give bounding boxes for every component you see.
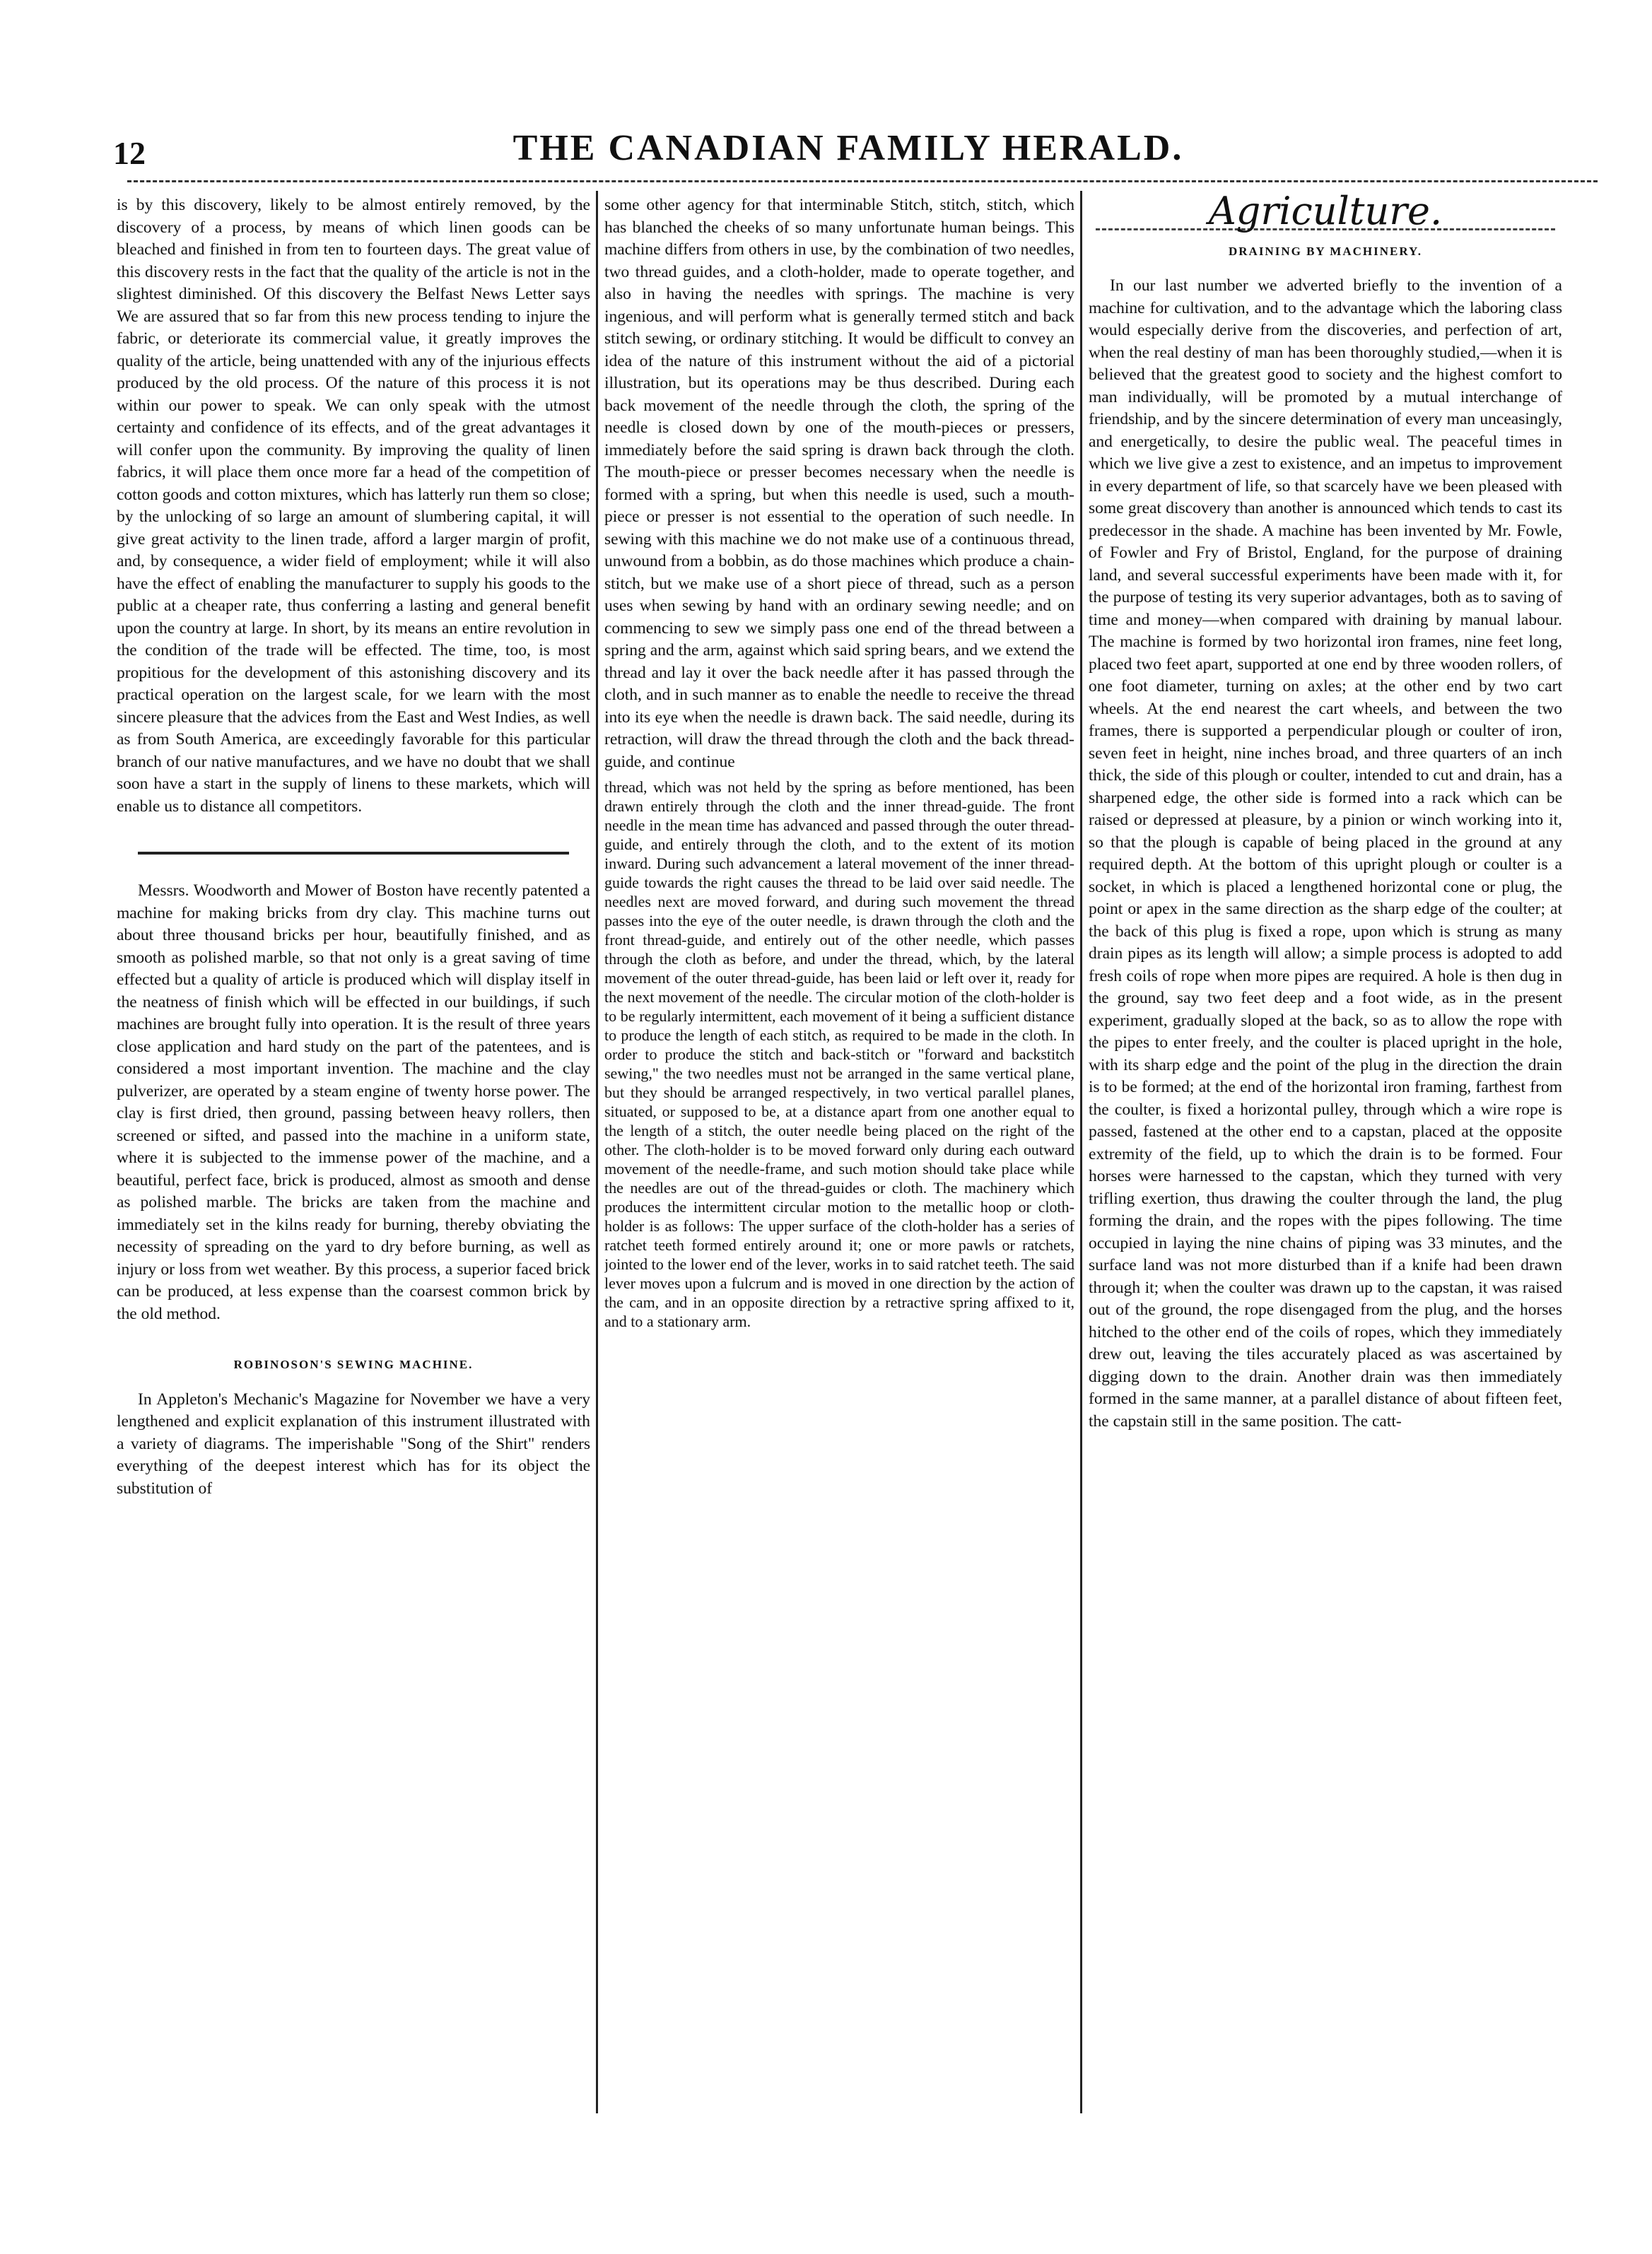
page-number: 12: [113, 135, 146, 171]
sewing-continued-lower: thread, which was not held by the spring as before mentioned, has been drawn entirely through the cloth and the inner thread-guide. The front needle in the mean time has advanced and passed through the outer thread-guide, and entirely through the cloth, and to the extent of its motion inward. During such advancement a lateral movement of the inner thread-guide towards the right causes the thread to be laid over said needle. The needles next are moved forward, and during such movement the thread passes into the eye of the outer needle, is drawn through the cloth and the front thread-guide, and entirely out of the other needle, which passes through the cloth as before, and under the thread, which, by the lateral movement of the outer thread-guide, has been laid or left over it, ready for the next movement of the needle. The circular motion of the cloth-holder is to be regularly intermittent, each movement of it being a sufficient distance to produce the length of each stitch, as required to be made in the cloth. In order to produce the stitch and back-stitch or "forward and backstitch sewing," the two needles must not be arranged in the same vertical plane, but they should be arranged respectively, in two vertical parallel planes, situated, or supposed to be, at a distance apart from one another equal to the length of a stitch, the outer needle being placed on the right of the other. The cloth-holder is to be moved forward only during each outward movement of the needle-frame, and such motion should take place while the needles are out of the thread-guides or cloth. The machinery which produces the intermittent circular motion to the metallic hoop or cloth-holder is as follows: The upper surface of the cloth-holder has a series of ratchet teeth formed entirely around it; one or more pawls or ratchets, jointed to the lower end of the lever, works in to said ratchet teeth. The said lever moves upon a fulcrum and is moved in one direction by the action of the cam, and in an opposite direction by a retractive spring affixed to it, and to a stationary arm.: [604, 778, 1074, 1330]
linen-article: is by this discovery, likely to be almost entirely removed, by the discovery of a process, by means of which linen goods can be bleached and finished in from ten to fourteen days. The great value of this discovery rests in the fact that the quality of the article is not in the slightest diminished. Of this discovery the Belfast News Letter says We are assured that so far from this new process tending to injure the fabric, or deteriorate its commercial value, it greatly improves the quality of the article, being unattended with any of the injurious effects produced by the old process. Of the nature of this process it is not within our power to speak. We can only speak with the utmost certainty and confidence of its effects, and of the great advantages it will confer upon the community. By improving the quality of linen fabrics, it will place them once more far a head of the competition of cotton goods and cotton mixtures, which has latterly run them so close; by the unlocking of so large an amount of slumbering capital, it will give great activity to the linen trade, afford a larger margin of profit, and, by consequence, a wider field of employment; while it will also have the effect of enabling the manufacturer to supply his goods to the public at a cheaper rate, thus conferring a lasting and general benefit upon the country at large. In short, by its means an entire revolution in the condition of the trade will be effected. The time, too, is most propitious for the development of this astonishing discovery and its practical operation on the largest scale, for we learn with the most sincere pleasure that the advices from the East and West Indies, as well as from South America, are exceedingly favorable for this particular branch of our native manufactures, and we have no doubt that we shall soon have a start in the supply of linens to these markets, which will enable us to distance all competitors.: [117, 196, 590, 816]
column-divider: [1080, 191, 1082, 2113]
sewing-continued-upper: some other agency for that interminable Stitch, stitch, stitch, which has blanched the cheeks of so many unfortunate human beings. This machine differs from others in use, by the combination of two needles, two thread guides, and a cloth-holder, made to operate together, and also in having the needles with springs. The machine is very ingenious, and will perform what is generally termed stitch and back stitch sewing, or ordinary stitching. It would be difficult to convey an idea of the nature of this instrument without the aid of a pictorial illustration, but its operations may be thus described. During each back movement of the needle through the cloth, the spring of the needle is closed down by one of the mouth-pieces or pressers, immediately before the said spring is drawn back through the cloth. The mouth-piece or presser becomes necessary when the needle is formed with a spring, but when this needle is used, such a mouth-piece or presser is not essential to the operation of such needle. In sewing with this machine we do not make use of a continuous thread, unwound from a bobbin, as do those machines which produce a chain-stitch, but we make use of a short piece of thread, such as a person uses when sewing by hand with an ordinary sewing needle; and on commencing to sew we simply pass one end of the thread between a spring and the arm, against which said spring bears, and we extend the thread and lay it over the back needle after it has passed through the cloth, and in such manner as to enable the needle to receive the thread into its eye when the needle is drawn back. The said needle, during its retraction, will draw the thread through the cloth and the back thread-guide, and continue: [604, 196, 1074, 771]
running-title: THE CANADIAN FAMILY HERALD.: [512, 128, 1184, 168]
column-3: [1089, 194, 1562, 2117]
section-title: Agriculture.: [1208, 194, 1443, 233]
article-separator: [138, 852, 569, 855]
column-divider: [596, 191, 598, 2113]
header-rule: [127, 180, 1598, 182]
column-1: [117, 194, 590, 2117]
sewing-intro: In Appleton's Mechanic's Magazine for November we have a very lengthened and explicit explanation of this instrument illustrated with a variety of diagrams. The imperishable "Song of the Shirt" renders everything of the deepest interest which has for its object the substitution of: [117, 1390, 590, 1498]
brick-article: Messrs. Woodworth and Mower of Boston have recently patented a machine for making bricks from dry clay. This machine turns out about three thousand bricks per hour, beautifully finished, and as smooth as polished marble, so that not only is a great saving of time effected but a quality of article is produced which will display itself in the neatness of finish which will be effected in our buildings, if such machines are brought fully into operation. It is the result of three years close application and hard study on the part of the patentees, and is considered a most important invention. The machine and the clay pulverizer, are operated by a steam engine of twenty horse power. The clay is first dried, then ground, passing between heavy rollers, then screened or sifted, and passed into the machine in a uniform state, where it is subjected to the immense power of the machine, and a beautiful, perfect face, brick is produced, almost as smooth and dense as polished marble. The bricks are taken from the machine and immediately set in the kilns ready for burning, thereby obviating the necessity of spreading on the yard to dry before burning, as well as injury or loss from wet weather. By this process, a superior faced brick can be produced, at less expense than the coarsest common brick by the old method.: [117, 881, 590, 1323]
column-2: [604, 194, 1074, 2117]
draining-article: In our last number we adverted briefly to the invention of a machine for cultivation, and to the advantage which the laboring class would especially derive from the discoveries, and perfection of art, when the real destiny of man has been thoroughly studied,—when it is believed that the greatest good to society and the highest comfort to man individually, will be promoted by a mutual interchange of friendship, and by the sincere determination of every man unceasingly, and energetically, to desire the public weal. The peaceful times in which we live give a zest to existence, and an impetus to improvement in every department of life, so that scarcely have we been pleased with some great discovery than another is announced which tends to cast its predecessor in the shade. A machine has been invented by Mr. Fowle, of Fowler and Fry of Bristol, England, for the purpose of draining land, and several successful experiments have been made with it, for the purpose of testing its very superior advantages, both as to saving of time and money—when compared with draining by manual labour. The machine is formed by two horizontal iron frames, nine feet long, placed two feet apart, supported at one end by three wooden rollers, of one foot diameter, turning on axles; at the other end by two cart wheels. At the end nearest the cart wheels, and between the two frames, there is supported a perpendicular plough or coulter of iron, seven feet in height, nine inches broad, and three quarters of an inch thick, the side of this plough or coulter, intended to cut and drain, has a sharpened edge, the other side is formed into a rack which can be raised or depressed at pleasure, by a pinion or winch working into it, so that the plough is capable of being placed in the ground at any required depth. At the bottom of this upright plough or coulter is a socket, in which is placed a lengthened horizontal cone or plug, the point or apex in the same direction as the sharp edge of the coulter; at the back of this plug is fixed a rope, upon which is strung as many drain pipes as its length will allow; a simple process is adopted to add fresh coils of rope when more pipes are required. A hole is then dug in the ground, say two feet deep and a foot wide, as in the present experiment, gradually sloped at the back, so as to allow the rope with the pipes to enter freely, and the coulter is placed upright in the hole, with its sharp edge and the point of the plug in the direction the drain is to be formed; at the end of the horizontal iron framing, farthest from the coulter, is fixed a horizontal pulley, through which a wire rope is passed, fastened at the other end to a capstan, placed at the opposite extremity of the field, up to which the drain is to be formed. Four horses were harnessed to the capstan, which they turned with very trifling exertion, thus drawing the coulter through the land, the plug forming the drain, and the ropes with the pipes following. The time occupied in laying the nine chains of piping was 33 minutes, and the surface land was not more disturbed than if a knife had been drawn through it; when the coulter was drawn up to the capstan, it was raised out of the ground, the rope disengaged from the plug, and the horses hitched to the other end of the coils of ropes, which they immediately drew out, leaving the tiles accurately placed as was ascertained by digging down to the drain. Another drain was then immediately formed in the same manner, at a parallel distance of about fifteen feet, the capstain still in the same position. The catt-: [1089, 276, 1562, 1431]
sewing-machine-heading: ROBINOSON'S SEWING MACHINE.: [233, 1358, 474, 1371]
draining-heading: DRAINING BY MACHINERY.: [1228, 244, 1423, 258]
